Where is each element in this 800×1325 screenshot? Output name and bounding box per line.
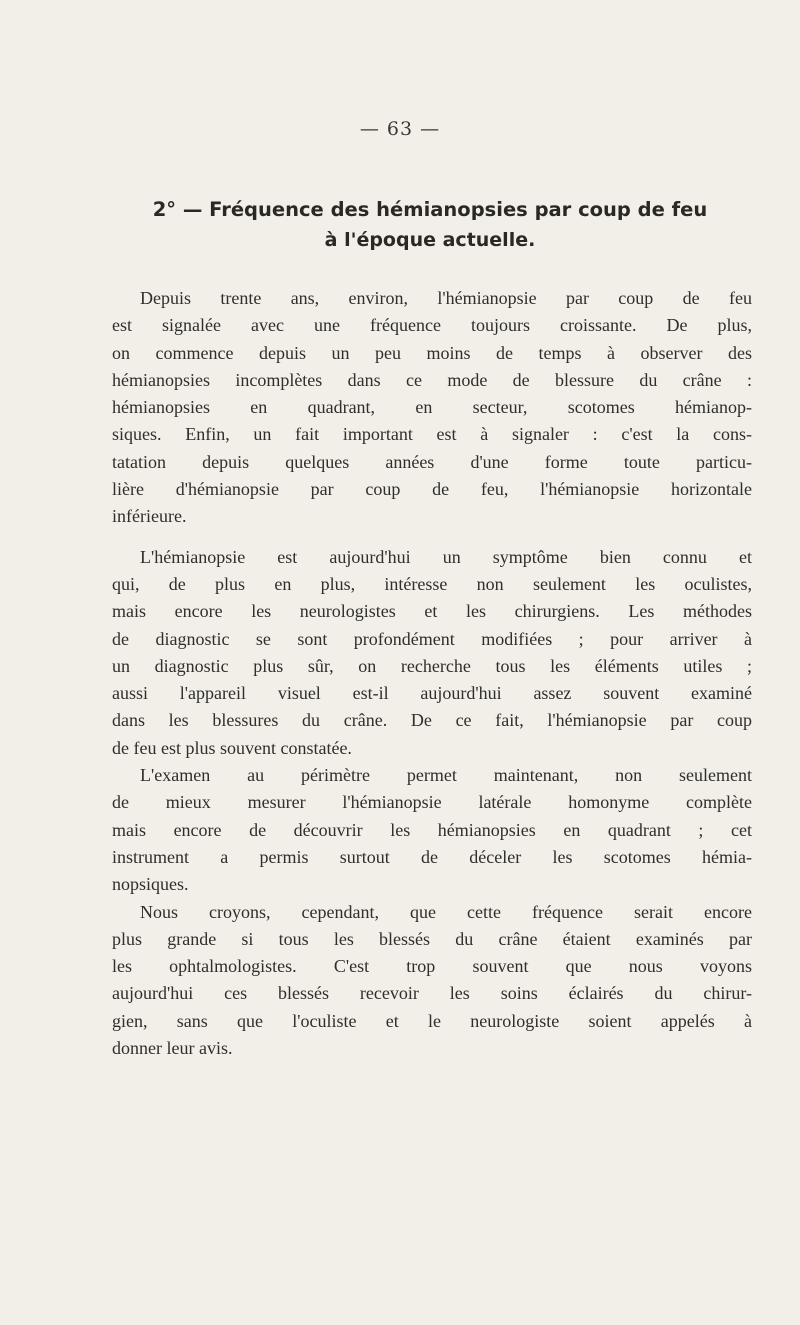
text-line: donner leur avis. <box>112 1038 233 1059</box>
section-heading <box>150 194 710 256</box>
text-line: dans les blessures du crâne. De ce fait, l'hémianopsie par coup <box>112 710 752 731</box>
text-line: est signalée avec une fréquence toujours croissante. De plus, <box>112 315 752 336</box>
text-line: aujourd'hui ces blessés recevoir les soins éclairés du chirur- <box>112 983 752 1004</box>
body-text <box>112 285 752 1062</box>
text-line: de mieux mesurer l'hémianopsie latérale homonyme complète <box>112 792 752 813</box>
text-line: L'examen au périmètre permet maintenant, non seulement <box>140 765 752 786</box>
text-line: inférieure. <box>112 506 187 527</box>
text-line: on commence depuis un peu moins de temps à observer des <box>112 342 752 363</box>
text-line: Depuis trente ans, environ, l'hémianopsie par coup de feu <box>140 288 752 308</box>
paragraph <box>112 544 752 762</box>
text-line: de diagnostic se sont profondément modifiées ; pour arriver à <box>112 628 752 649</box>
text-line: qui, de plus en plus, intéresse non seulement les oculistes, <box>112 573 752 594</box>
text-line: mais encore de découvrir les hémianopsies en quadrant ; cet <box>112 819 752 840</box>
text-line: L'hémianopsie est aujourd'hui un symptôme bien connu et <box>140 546 752 567</box>
text-line: de feu est plus souvent constatée. <box>112 737 352 758</box>
page-number: — 63 — <box>359 118 441 140</box>
text-line: tatation depuis quelques années d'une forme toute particu- <box>112 451 752 472</box>
text-line: mais encore les neurologistes et les chirurgiens. Les méthodes <box>112 601 752 622</box>
text-line: aussi l'appareil visuel est-il aujourd'hui assez souvent examiné <box>112 683 752 704</box>
text-line: siques. Enfin, un fait important est à signaler : c'est la cons- <box>112 424 752 445</box>
heading-line-1: 2° — Fréquence des hémianopsies par coup de feu <box>152 198 708 221</box>
paragraph <box>112 899 752 1063</box>
text-line: les ophtalmologistes. C'est trop souvent que nous voyons <box>112 956 752 977</box>
text-line: plus grande si tous les blessés du crâne étaient examinés par <box>112 928 752 949</box>
text-line: instrument a permis surtout de déceler les scotomes hémia- <box>112 846 752 867</box>
text-line: Nous croyons, cependant, que cette fréquence serait encore <box>140 901 752 922</box>
heading-line-2: à l'époque actuelle. <box>324 229 536 251</box>
paragraph <box>112 285 752 531</box>
text-line: hémianopsies en quadrant, en secteur, scotomes hémianop- <box>112 397 752 418</box>
text-line: lière d'hémianopsie par coup de feu, l'hémianopsie horizontale <box>112 479 752 500</box>
paragraph-gap <box>112 531 752 544</box>
text-line: hémianopsies incomplètes dans ce mode de blessure du crâne : <box>112 369 752 390</box>
text-line: un diagnostic plus sûr, on recherche tous les éléments utiles ; <box>112 655 752 676</box>
text-line: gien, sans que l'oculiste et le neurologiste soient appelés à <box>112 1010 752 1031</box>
text-line: nopsiques. <box>112 874 189 895</box>
paragraph <box>112 762 752 898</box>
